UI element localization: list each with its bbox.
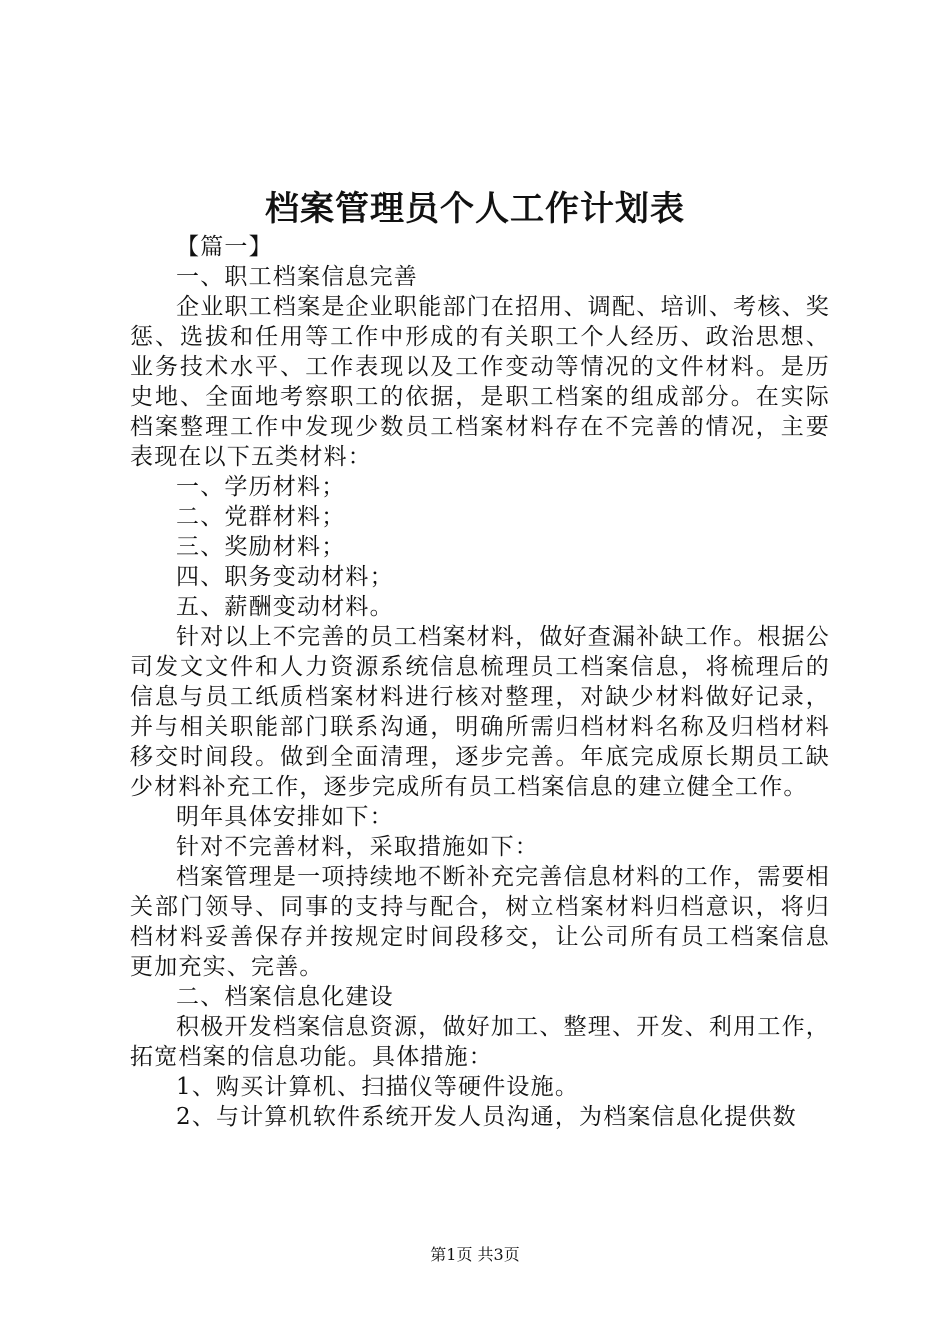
list-item: 四、职务变动材料；: [176, 564, 394, 590]
document-body: [130, 232, 830, 1132]
list-item: 三、奖励材料；: [176, 534, 346, 560]
list-item: 五、薪酬变动材料。: [176, 594, 394, 620]
body-paragraph: 明年具体安排如下：: [176, 804, 394, 830]
body-paragraph: 针对以上不完善的员工档案材料，做好查漏补缺工作。根据公司发文文件和人力资源系统信息梳理员工档案信息，将梳理后的信息与员工纸质档案材料进行核对整理，对缺少材料做好记录，并与相关职能部门联系沟通，明确所需归档材料名称及归档材料移交时间段。做到全面清理，逐步完善。年底完成原长期员工缺少材料补充工作，逐步完成所有员工档案信息的建立健全工作。: [130, 624, 830, 800]
list-item: 二、党群材料；: [176, 504, 346, 530]
list-item: 2、与计算机软件系统开发人员沟通，为档案信息化提供数: [176, 1104, 797, 1130]
body-paragraph: 企业职工档案是企业职能部门在招用、调配、培训、考核、奖惩、选拔和任用等工作中形成的有关职工个人经历、政治思想、业务技术水平、工作表现以及工作变动等情况的文件材料。是历史地、全面地考察职工的依据，是职工档案的组成部分。在实际档案整理工作中发现少数员工档案材料存在不完善的情况，主要表现在以下五类材料：: [130, 294, 830, 470]
section-marker: 【篇一】: [176, 234, 273, 260]
body-paragraph: 档案管理是一项持续地不断补充完善信息材料的工作，需要相关部门领导、同事的支持与配合，树立档案材料归档意识，将归档材料妥善保存并按规定时间段移交，让公司所有员工档案信息更加充实、完善。: [130, 864, 830, 980]
section-heading: 二、档案信息化建设: [176, 984, 394, 1010]
page-footer: 第1页 共3页: [430, 1245, 520, 1264]
section-heading: 一、职工档案信息完善: [176, 264, 418, 290]
list-item: 1、购买计算机、扫描仪等硬件设施。: [176, 1074, 580, 1100]
body-paragraph: 针对不完善材料，采取措施如下：: [176, 834, 539, 860]
list-item: 一、学历材料；: [176, 474, 346, 500]
body-paragraph: 积极开发档案信息资源，做好加工、整理、开发、利用工作，拓宽档案的信息功能。具体措施：: [130, 1014, 830, 1070]
document-title: 档案管理员个人工作计划表: [265, 189, 685, 229]
